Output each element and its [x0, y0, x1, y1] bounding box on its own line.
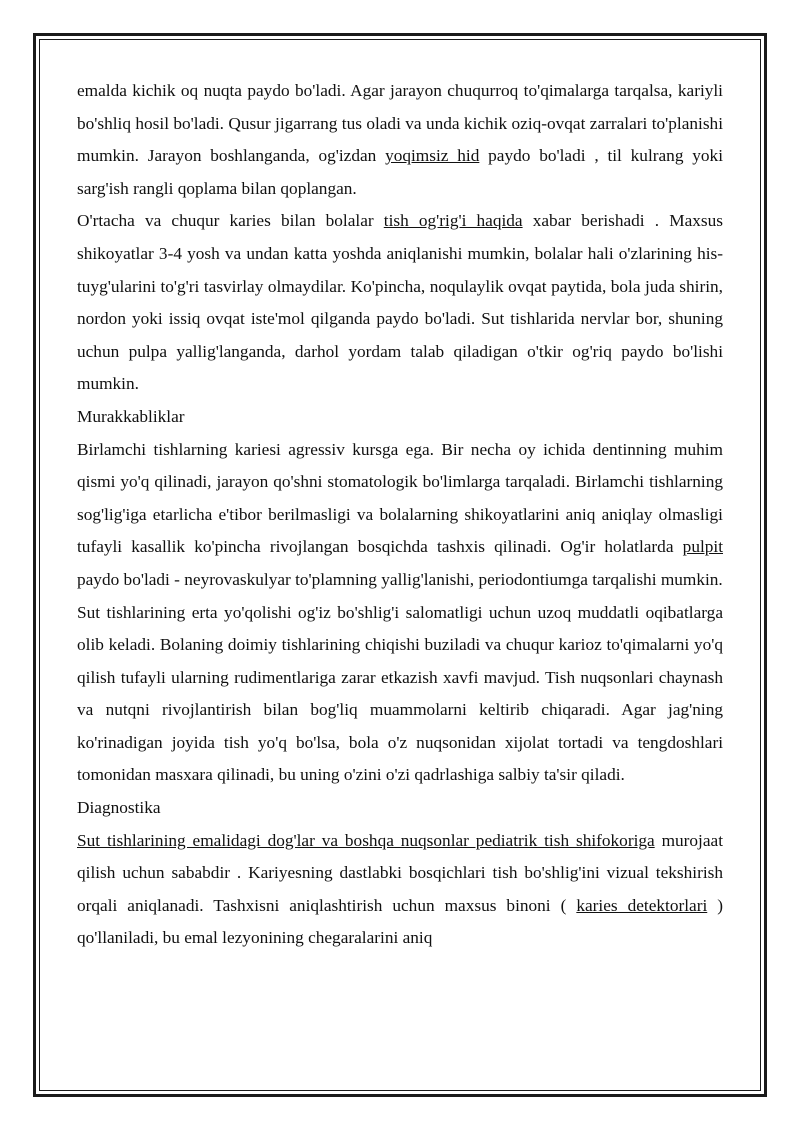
section-heading [77, 401, 723, 434]
inline-link[interactable]: karies detektorlari [576, 895, 708, 915]
body-paragraph [77, 434, 723, 597]
paragraph-text: O'rtacha va chuqur karies bilan bolalar [77, 211, 384, 231]
paragraph-text: paydo bo'ladi - neyrovaskulyar to'plamning yallig'lanishi, periodontiumga tarqalishi mumkin. [77, 569, 723, 589]
paragraph-text: Sut tishlarining erta yo'qolishi og'iz bo'shlig'i salomatligi uchun uzoq muddatli oqibatlarga olib keladi. Bolaning doimiy tishlarining chiqishi buziladi va chuqur karioz to'qimalarni yo'q qilish tufayli ularning rudimentlariga zarar etkazish xavfi mavjud. Tish nuqsonlari chaynash va nutqni rivojlantirish bilan bog'liq muammolarni keltirib chiqaradi. Agar jag'ning ko'rinadigan joyida tish yo'q bo'lsa, bola o'z nuqsonidan xijolat tortadi va tengdoshlari tomonidan masxara qilinadi, bu uning o'zini o'zi qadrlashiga salbiy ta'sir qiladi. [77, 602, 723, 785]
paragraph-text: ) qo'llaniladi, bu emal lezyonining chegaralarini aniq [77, 895, 723, 948]
document-body [77, 75, 723, 955]
body-paragraph [77, 597, 723, 793]
inline-link[interactable]: yoqimsiz hid [385, 146, 480, 166]
inline-link[interactable]: Sut tishlarining emalidagi dog'lar va boshqa nuqsonlar pediatrik tish shifokoriga [77, 830, 655, 850]
inline-link[interactable]: tish og'rig'i haqida [383, 211, 523, 231]
inline-link[interactable]: pulpit [682, 537, 723, 557]
body-paragraph [77, 205, 723, 401]
paragraph-text: xabar berishadi . Maxsus shikoyatlar 3-4 yosh va undan katta yoshda aniqlanishi mumkin, bolalar hali o'zlarining his-tuyg'ularini to'g'ri tasvirlay olmaydilar. Ko'pincha, noqulaylik ovqat paytida, bola juda shirin, nordon yoki issiq ovqat iste'mol qilganda paydo bo'ladi. Sut tishlarida nervlar bor, shuning uchun pulpa yallig'langanda, darhol yordam talab qiladigan o'tkir og'riq paydo bo'lishi mumkin. [77, 211, 723, 394]
body-paragraph [77, 75, 723, 205]
paragraph-text: paydo bo'ladi , til kulrang yoki sarg'ish rangli qoplama bilan qoplangan. [77, 146, 723, 198]
paragraph-text: murojaat qilish uchun sababdir . Kariyesning dastlabki bosqichlari tish bo'shlig'ini vizual tekshirish orqali aniqlanadi. Tashxisni aniqlashtirish uchun maxsus binoni ( [77, 830, 723, 915]
body-paragraph [77, 825, 723, 955]
paragraph-text: Birlamchi tishlarning kariesi agressiv kursga ega. Bir necha oy ichida dentinning muhim qismi yo'q qilinadi, jarayon qo'shni stomatologik bo'limlarga tarqaladi. Birlamchi tishlarning sog'lig'iga etarlicha e'tibor berilmasligi va bolalarning shikoyatlarini aniq aniqlay olmasligi tufayli kasallik ko'pincha rivojlangan bosqichda tashxis qilinadi. Og'ir holatlarda [77, 439, 723, 557]
paragraph-text: emalda kichik oq nuqta paydo bo'ladi. Agar jarayon chuqurroq to'qimalarga tarqalsa, kariyli bo'shliq hosil bo'ladi. Qusur jigarrang tus oladi va unda kichik oziq-ovqat zarralari to'planishi mumkin. Jarayon boshlanganda, og'izdan [77, 81, 723, 166]
paragraph-text: Murakkabliklar [77, 406, 185, 426]
section-heading [77, 792, 723, 825]
paragraph-text: Diagnostika [77, 798, 161, 818]
